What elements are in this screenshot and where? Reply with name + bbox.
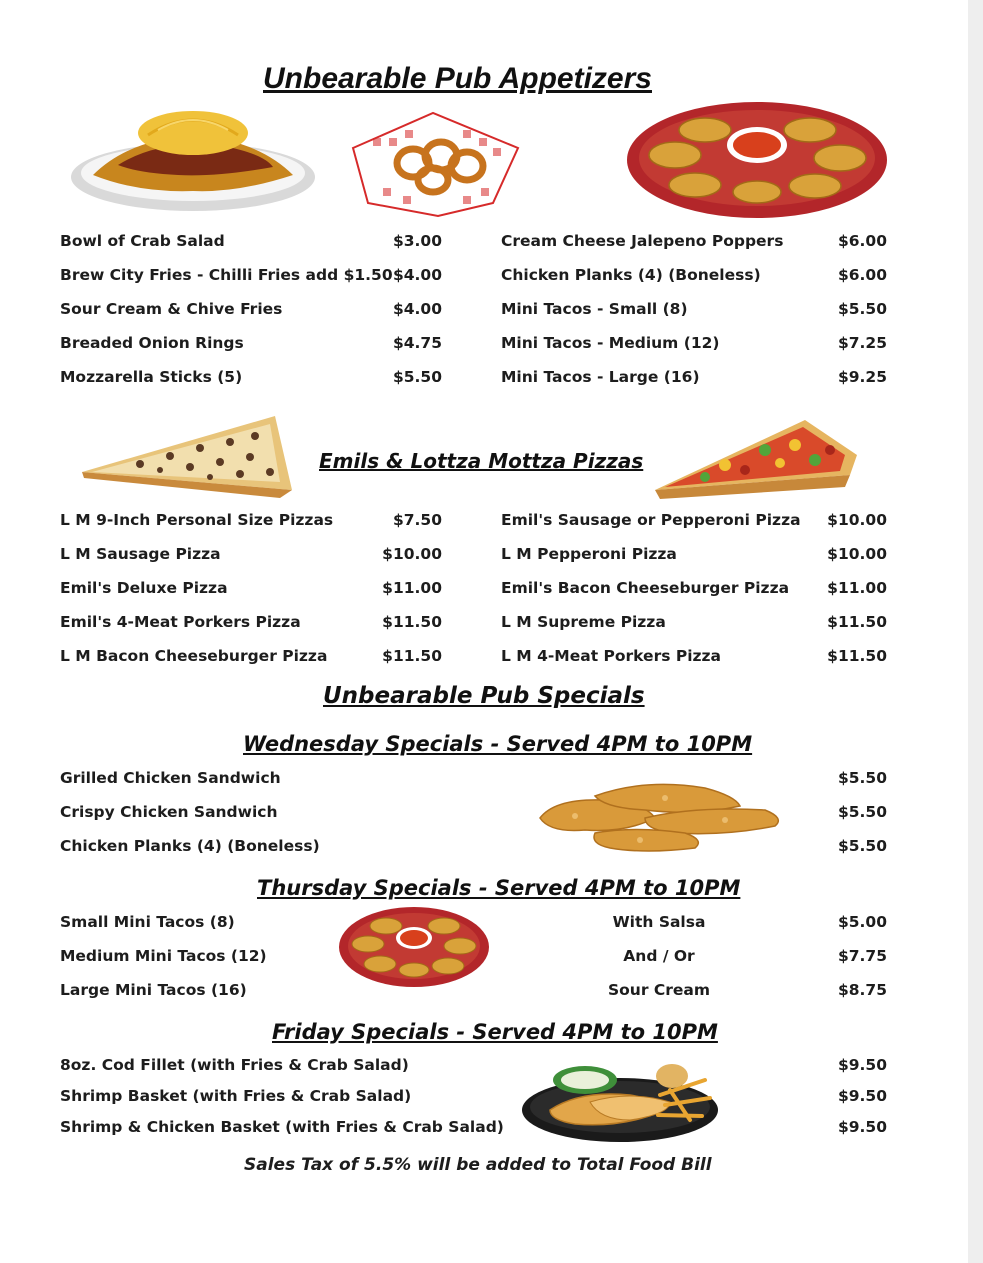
menu-item-name: Shrimp Basket (with Fries & Crab Salad): [60, 1087, 412, 1105]
menu-item-price: $3.00: [392, 232, 442, 250]
chicken-planks-photo: [535, 778, 785, 853]
menu-item-name: Emil's Deluxe Pizza: [60, 579, 228, 597]
thursday-heading: Thursday Specials - Served 4PM to 10PM: [257, 876, 741, 900]
menu-item-price: $11.00: [382, 579, 442, 597]
menu-item-name: L M Sausage Pizza: [60, 545, 221, 563]
chili-fries-photo: [68, 105, 318, 215]
menu-item-name: Cream Cheese Jalepeno Poppers: [501, 232, 784, 250]
page-title: Unbearable Pub Appetizers: [263, 62, 652, 95]
menu-item-note: And / Or: [623, 947, 695, 965]
menu-item-name: Mini Tacos - Medium (12): [501, 334, 720, 352]
specials-heading: Unbearable Pub Specials: [323, 683, 645, 709]
menu-item-price: $8.75: [837, 981, 887, 999]
menu-item-name: Brew City Fries - Chilli Fries add $1.50: [60, 266, 393, 284]
menu-item-price: $9.25: [837, 368, 887, 386]
menu-item-price: $6.00: [837, 232, 887, 250]
menu-item-price: $11.50: [382, 613, 442, 631]
menu-item-price: $6.00: [837, 266, 887, 284]
menu-item-price: $5.50: [837, 803, 887, 821]
menu-item-name: L M Supreme Pizza: [501, 613, 666, 631]
menu-item-price: $5.50: [837, 769, 887, 787]
menu-item-price: $9.50: [837, 1118, 887, 1136]
menu-item-name: Mozzarella Sticks (5): [60, 368, 243, 386]
menu-item-price: $5.50: [837, 837, 887, 855]
fish-and-fries-photo: [520, 1050, 720, 1145]
menu-item-name: Emil's 4-Meat Porkers Pizza: [60, 613, 301, 631]
menu-item-note: With Salsa: [612, 913, 706, 931]
menu-item-name: L M 9-Inch Personal Size Pizzas: [60, 511, 334, 529]
menu-item-note: Sour Cream: [607, 981, 711, 999]
friday-heading: Friday Specials - Served 4PM to 10PM: [272, 1020, 718, 1044]
menu-item-name: Bowl of Crab Salad: [60, 232, 225, 250]
menu-item-name: Crispy Chicken Sandwich: [60, 803, 278, 821]
sales-tax-note: Sales Tax of 5.5% will be added to Total Food Bill: [244, 1155, 712, 1175]
menu-item-name: Medium Mini Tacos (12): [60, 947, 267, 965]
page-edge: [968, 0, 983, 1263]
menu-item-name: Emil's Bacon Cheeseburger Pizza: [501, 579, 790, 597]
menu-item-name: Grilled Chicken Sandwich: [60, 769, 281, 787]
pizzas-heading: Emils & Lottza Mottza Pizzas: [319, 449, 644, 473]
menu-item-price: $10.00: [827, 511, 887, 529]
sausage-pizza-slice-photo: [80, 412, 295, 500]
menu-item-name: Mini Tacos - Large (16): [501, 368, 700, 386]
menu-item-price: $7.75: [837, 947, 887, 965]
menu-item-price: $11.00: [827, 579, 887, 597]
menu-item-price: $4.75: [392, 334, 442, 352]
menu-item-name: Sour Cream & Chive Fries: [60, 300, 283, 318]
menu-item-name: Chicken Planks (4) (Boneless): [501, 266, 761, 284]
menu-item-name: 8oz. Cod Fillet (with Fries & Crab Salad): [60, 1056, 409, 1074]
menu-item-name: Breaded Onion Rings: [60, 334, 244, 352]
menu-item-price: $5.50: [837, 300, 887, 318]
menu-item-price: $10.00: [382, 545, 442, 563]
menu-item-price: $7.25: [837, 334, 887, 352]
wednesday-heading: Wednesday Specials - Served 4PM to 10PM: [243, 732, 753, 756]
menu-item-name: Mini Tacos - Small (8): [501, 300, 688, 318]
menu-item-price: $4.00: [392, 300, 442, 318]
menu-item-price: $11.50: [827, 613, 887, 631]
menu-item-name: L M Pepperoni Pizza: [501, 545, 677, 563]
menu-item-price: $11.50: [382, 647, 442, 665]
menu-item-price: $4.00: [392, 266, 442, 284]
menu-item-price: $5.50: [392, 368, 442, 386]
menu-item-price: $11.50: [827, 647, 887, 665]
menu-item-name: Emil's Sausage or Pepperoni Pizza: [501, 511, 801, 529]
supreme-pizza-slice-photo: [645, 415, 860, 503]
onion-rings-photo: [343, 108, 523, 218]
menu-item-price: $9.50: [837, 1056, 887, 1074]
mini-tacos-photo: [625, 100, 890, 220]
menu-item-name: Large Mini Tacos (16): [60, 981, 247, 999]
menu-item-name: Small Mini Tacos (8): [60, 913, 235, 931]
menu-item-name: L M 4-Meat Porkers Pizza: [501, 647, 722, 665]
menu-item-name: L M Bacon Cheeseburger Pizza: [60, 647, 328, 665]
menu-item-price: $9.50: [837, 1087, 887, 1105]
menu-item-price: $5.00: [837, 913, 887, 931]
menu-item-price: $10.00: [827, 545, 887, 563]
menu-item-name: Chicken Planks (4) (Boneless): [60, 837, 320, 855]
menu-item-price: $7.50: [392, 511, 442, 529]
menu-item-name: Shrimp & Chicken Basket (with Fries & Crab Salad): [60, 1118, 504, 1136]
mini-tacos-platter-photo: [338, 906, 490, 988]
